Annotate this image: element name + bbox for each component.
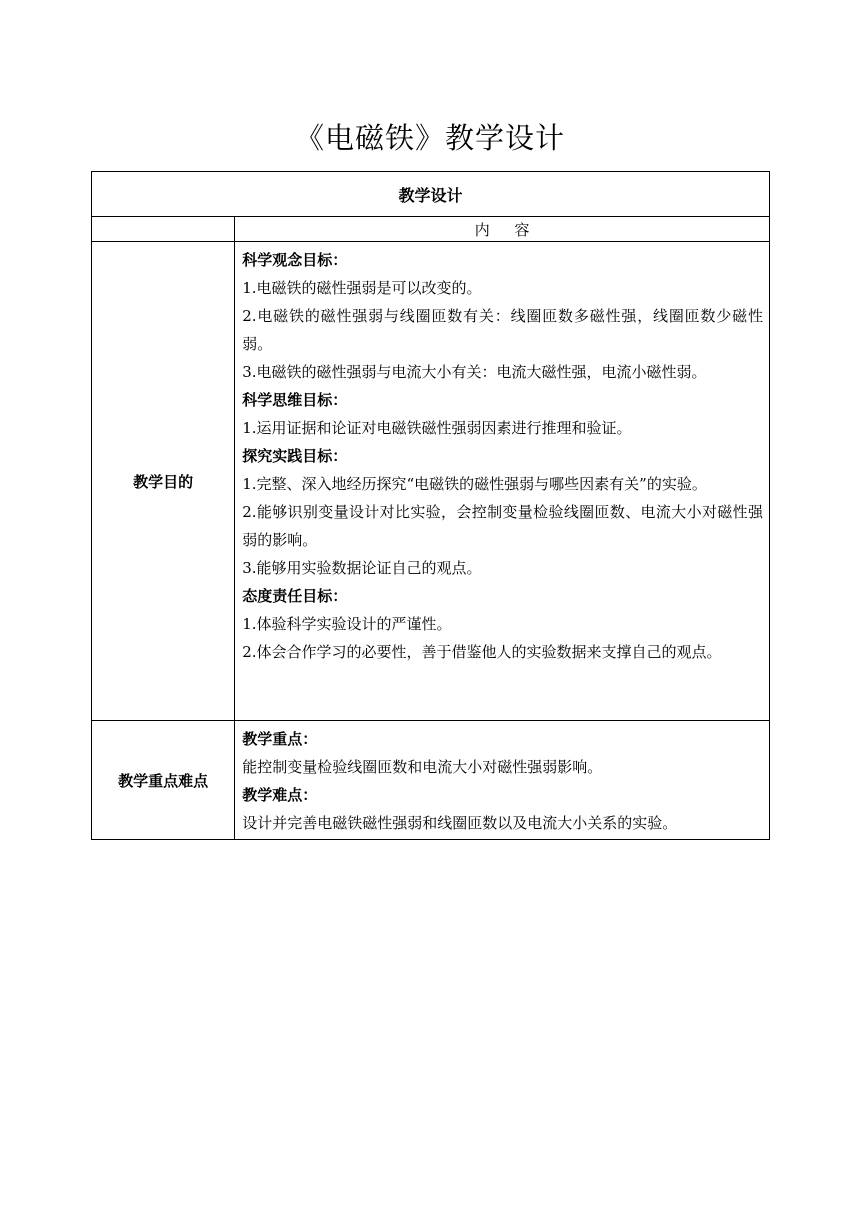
key-points-content xyxy=(235,721,770,840)
section-heading: 探究实践目标： xyxy=(242,447,348,465)
section-heading: 态度责任目标： xyxy=(242,587,348,605)
section-heading: 科学观念目标： xyxy=(242,251,348,269)
table-header-row xyxy=(92,172,770,217)
row-label-objectives: 教学目的 xyxy=(92,242,235,721)
objectives-content xyxy=(235,242,770,721)
table-row xyxy=(92,242,770,721)
row-label-key-points: 教学重点难点 xyxy=(92,721,235,840)
content-line: 1.完整、深入地经历探究“电磁铁的磁性强弱与哪些因素有关”的实验。 xyxy=(242,475,707,493)
document-title: 《电磁铁》教学设计 xyxy=(294,121,565,155)
content-column-header: 内 容 xyxy=(235,217,770,242)
table-header: 教学设计 xyxy=(92,172,770,217)
design-table xyxy=(91,171,770,840)
content-line: 2.体会合作学习的必要性，善于借鉴他人的实验数据来支撑自己的观点。 xyxy=(242,643,722,661)
content-line: 1.体验科学实验设计的严谨性。 xyxy=(242,615,452,633)
section-heading: 教学难点： xyxy=(242,786,318,804)
content-line: 3.电磁铁的磁性强弱与电流大小有关：电流大磁性强，电流小磁性弱。 xyxy=(242,363,707,381)
content-line: 1.电磁铁的磁性强弱是可以改变的。 xyxy=(242,279,482,297)
content-line: 设计并完善电磁铁磁性强弱和线圈匝数以及电流大小关系的实验。 xyxy=(242,814,678,832)
section-heading: 科学思维目标： xyxy=(242,391,348,409)
content-line: 能控制变量检验线圈匝数和电流大小对磁性强弱影响。 xyxy=(242,758,603,776)
section-heading: 教学重点： xyxy=(242,730,318,748)
content-line: 1.运用证据和论证对电磁铁磁性强弱因素进行推理和验证。 xyxy=(242,419,632,437)
empty-cell xyxy=(92,217,235,242)
content-line: 3.能够用实验数据论证自己的观点。 xyxy=(242,559,482,577)
content-line: 2.能够识别变量设计对比实验，会控制变量检验线圈匝数、电流大小对磁性强弱的影响。 xyxy=(242,503,763,549)
content-line: 2.电磁铁的磁性强弱与线圈匝数有关：线圈匝数多磁性强，线圈匝数少磁性弱。 xyxy=(242,307,763,353)
table-row xyxy=(92,721,770,840)
table-subheader-row xyxy=(92,217,770,242)
